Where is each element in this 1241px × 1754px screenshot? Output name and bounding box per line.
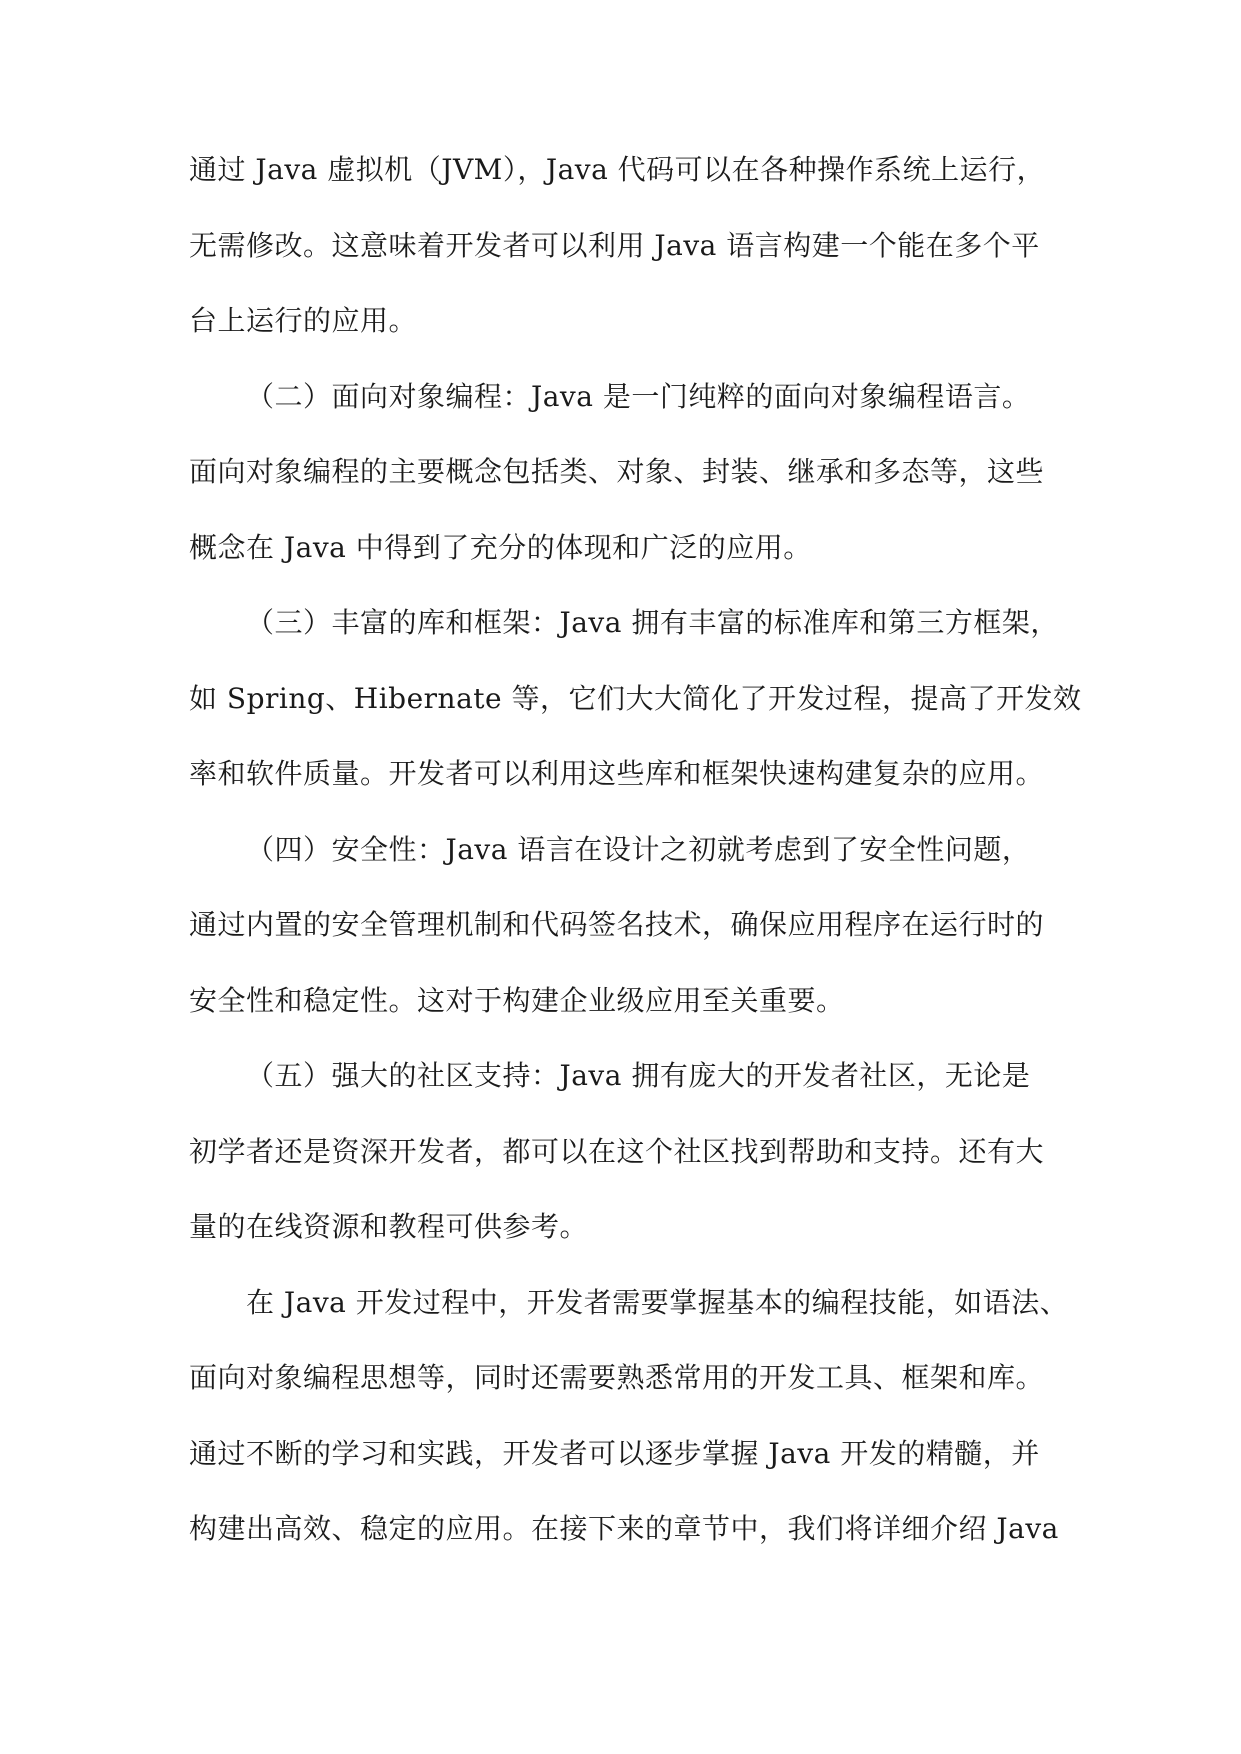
text-line: 通过 Java 虚拟机（JVM），Java 代码可以在各种操作系统上运行， [189,153,1046,186]
text-line: 安全性和稳定性。这对于构建企业级应用至关重要。 [189,984,845,1017]
paragraph-start: 在 Java 开发过程中，开发者需要掌握基本的编程技能，如语法、 [246,1286,1069,1319]
text-line: 构建出高效、稳定的应用。在接下来的章节中，我们将详细介绍 Java [189,1512,1059,1545]
paragraph-heading-3: （三）丰富的库和框架：Java 拥有丰富的标准库和第三方框架， [246,606,1059,639]
text-line: 台上运行的应用。 [189,304,418,337]
text-line: 通过内置的安全管理机制和代码签名技术，确保应用程序在运行时的 [189,908,1045,941]
text-line: 无需修改。这意味着开发者可以利用 Java 语言构建一个能在多个平 [189,229,1040,262]
text-line: 面向对象编程的主要概念包括类、对象、封装、继承和多态等，这些 [189,455,1045,488]
paragraph-heading-5: （五）强大的社区支持：Java 拥有庞大的开发者社区，无论是 [246,1059,1031,1092]
text-line: 面向对象编程思想等，同时还需要熟悉常用的开发工具、框架和库。 [189,1361,1045,1394]
text-line: 初学者还是资深开发者，都可以在这个社区找到帮助和支持。还有大 [189,1135,1045,1168]
text-line: 量的在线资源和教程可供参考。 [189,1210,589,1243]
text-line: 概念在 Java 中得到了充分的体现和广泛的应用。 [189,531,812,564]
text-line: 如 Spring、Hibernate 等，它们大大简化了开发过程，提高了开发效 [189,682,1082,715]
paragraph-heading-2: （二）面向对象编程：Java 是一门纯粹的面向对象编程语言。 [246,380,1031,413]
text-line: 通过不断的学习和实践，开发者可以逐步掌握 Java 开发的精髓，并 [189,1437,1040,1470]
paragraph-heading-4: （四）安全性：Java 语言在设计之初就考虑到了安全性问题， [246,833,1031,866]
text-line: 率和软件质量。开发者可以利用这些库和框架快速构建复杂的应用。 [189,757,1045,790]
